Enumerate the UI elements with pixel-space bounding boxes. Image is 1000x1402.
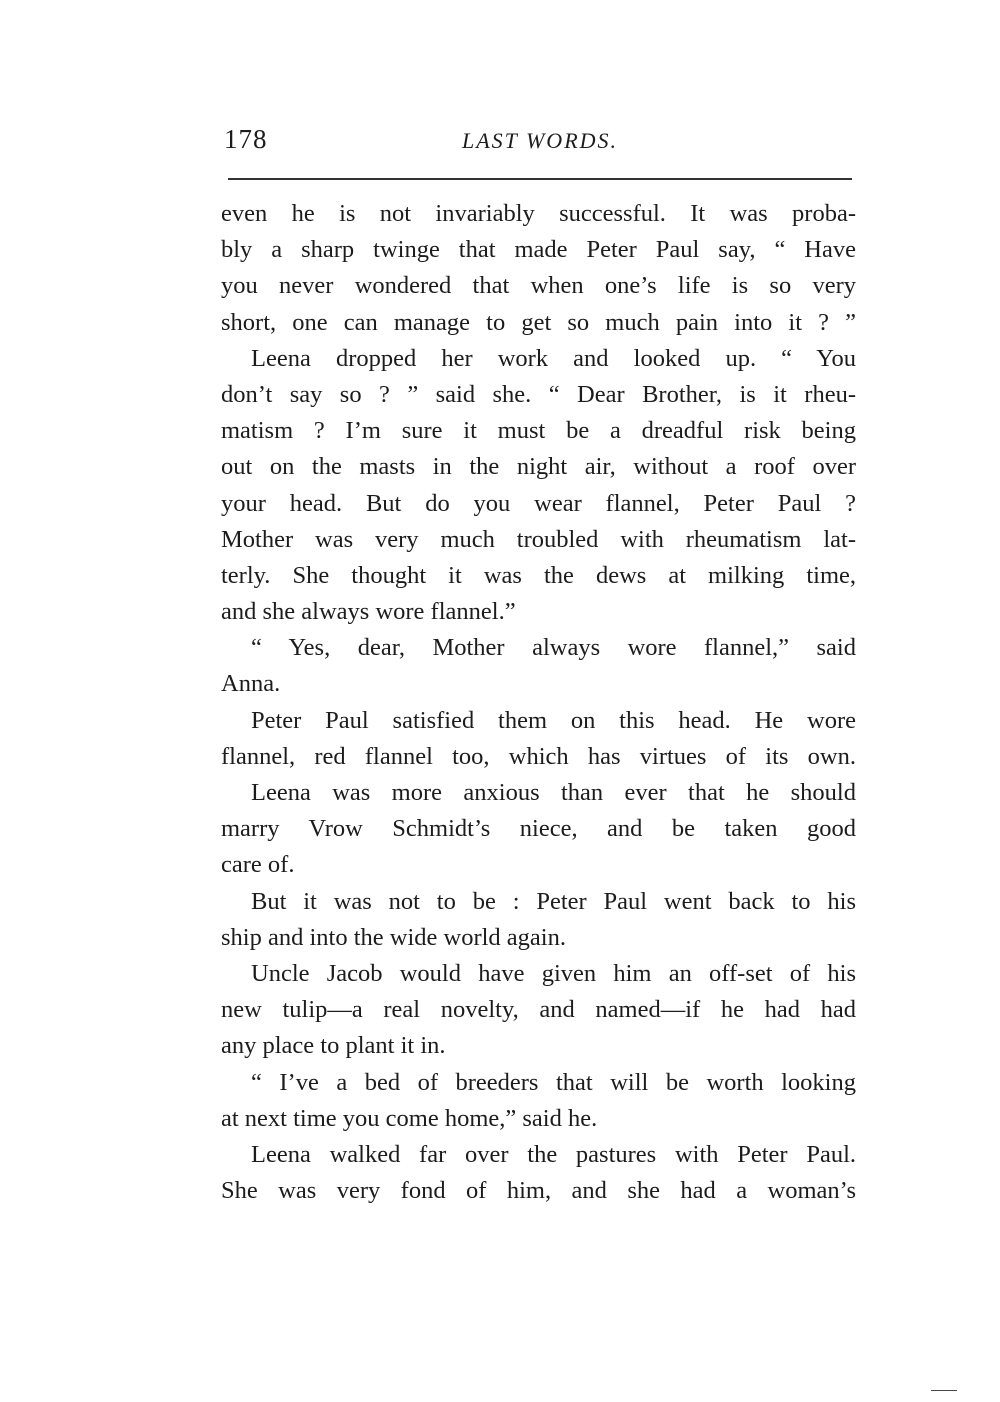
text-line: at next time you come home,” said he. [221,1104,598,1132]
body-text [221,196,856,1209]
text-line: ship and into the wide world again. [221,923,566,951]
text-line: and she always wore flannel.” [221,598,516,626]
text-line: Uncle Jacob would have given him an off-set of his [251,959,856,987]
running-title: LAST WORDS. [461,128,619,153]
corner-mark [931,1390,957,1391]
text-line: Leena was more anxious than ever that he should [251,779,856,806]
text-line: new tulip—a real novelty, and named—if he had had [221,996,856,1024]
text-line: care of. [221,851,295,879]
text-line: Anna. [221,670,281,698]
text-line: your head. But do you wear flannel, Peter Paul ? [221,489,856,517]
text-line: short, one can manage to get so much pain into it ? ” [221,308,856,336]
text-line: “ I’ve a bed of breeders that will be worth looking [251,1068,856,1096]
page-number: 178 [224,124,268,154]
text-line: She was very fond of him, and she had a woman’s [221,1177,856,1205]
text-line: marry Vrow Schmidt’s niece, and be taken good [221,815,856,843]
text-line: bly a sharp twinge that made Peter Paul say, “ Have [221,236,856,264]
text-line: Peter Paul satisfied them on this head. He wore [251,706,856,734]
text-line: Leena walked far over the pastures with Peter Paul. [251,1140,856,1168]
text-line: you never wondered that when one’s life is so very [221,272,856,300]
text-line: flannel, red flannel too, which has virtues of its own. [221,742,856,770]
text-line: Mother was very much troubled with rheumatism lat- [221,525,856,553]
text-line: matism ? I’m sure it must be a dreadful risk being [221,417,856,445]
text-line: “ Yes, dear, Mother always wore flannel,” said [251,634,856,662]
header-rule [228,178,852,180]
text-line: But it was not to be : Peter Paul went back to his [251,887,856,915]
text-line: even he is not invariably successful. It was proba- [221,200,856,227]
text-line: don’t say so ? ” said she. “ Dear Brother, is it rheu- [221,380,856,408]
text-line: out on the masts in the night air, without a roof over [221,453,856,481]
text-line: Leena dropped her work and looked up. “ You [251,344,856,372]
text-line: terly. She thought it was the dews at milking time, [221,561,856,589]
text-line: any place to plant it in. [221,1032,446,1060]
